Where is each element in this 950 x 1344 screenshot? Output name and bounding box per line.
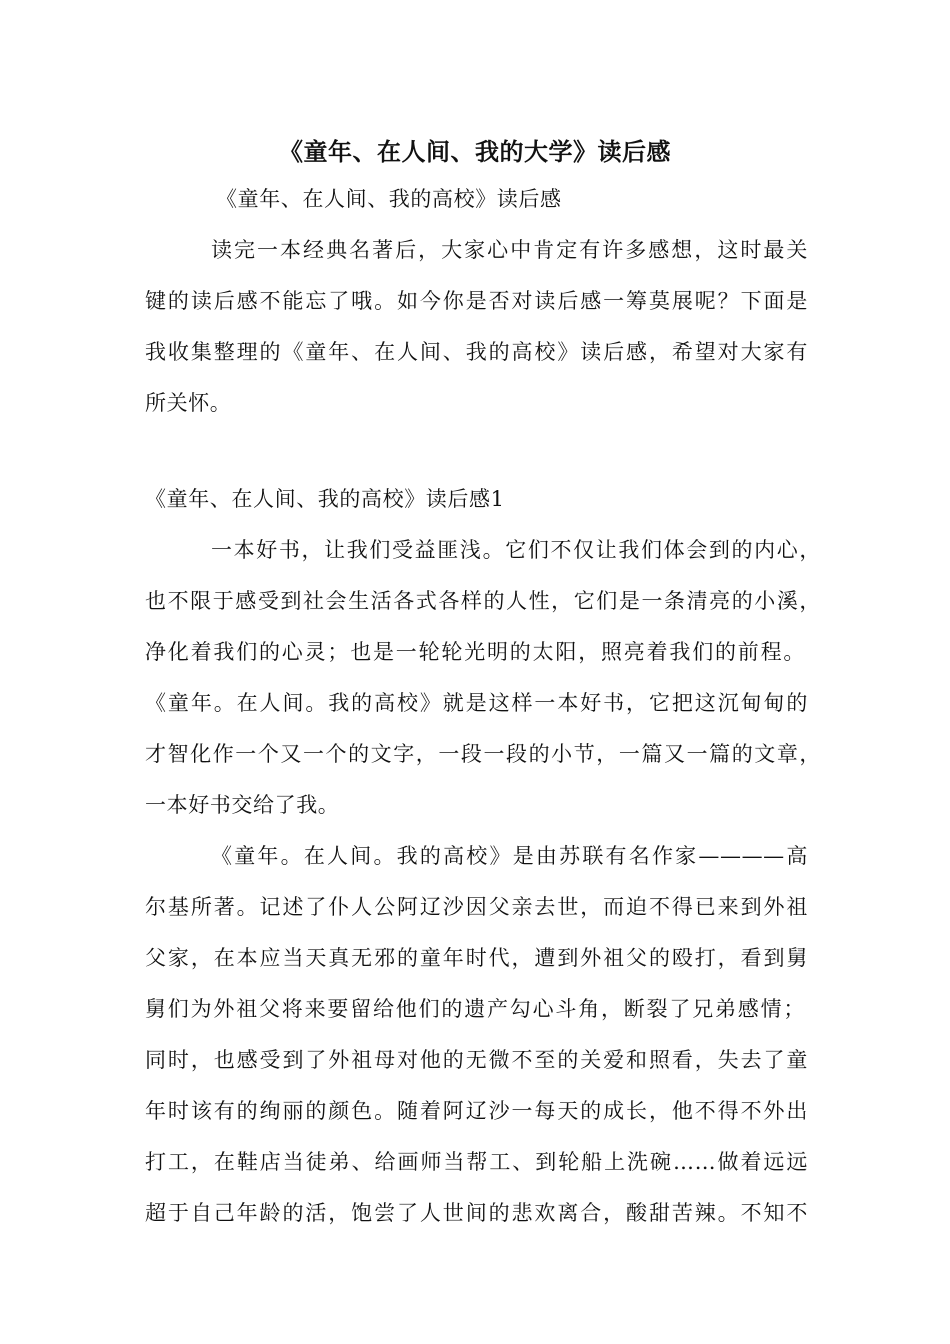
paragraph-line: 舅们为外祖父将来要留给他们的遗产勾心斗角，断裂了兄弟感情； [145,997,805,1021]
document-title: 《童年、在人间、我的大学》读后感 [279,137,671,166]
paragraph-line: 一本好书交给了我。 [145,793,340,817]
paragraph-line: 超于自己年龄的活，饱尝了人世间的悲欢离合，酸甜苦辣。不知不 [145,1201,808,1225]
subtitle-line: 《童年、在人间、我的高校》读后感 [216,187,562,211]
paragraph-line: 父家，在本应当天真无邪的童年时代，遭到外祖父的殴打，看到舅 [145,946,808,970]
paragraph-line: 才智化作一个又一个的文字，一段一段的小节，一篇又一篇的文章， [145,742,821,766]
paragraph-line: 我收集整理的《童年、在人间、我的高校》读后感，希望对大家有 [145,340,808,364]
paragraph-line: 键的读后感不能忘了哦。如今你是否对读后感一筹莫展呢？下面是 [145,289,808,313]
paragraph-line: 年时该有的绚丽的颜色。随着阿辽沙一每天的成长，他不得不外出 [145,1099,808,1123]
paragraph-line: 净化着我们的心灵；也是一轮轮光明的太阳，照亮着我们的前程。 [145,640,805,664]
paragraph-line: 打工，在鞋店当徒弟、给画师当帮工、到轮船上洗碗……做着远远 [145,1150,808,1174]
paragraph-line: 同时，也感受到了外祖母对他的无微不至的关爱和照看，失去了童 [145,1048,808,1072]
paragraph-line: 所关怀。 [145,391,232,415]
paragraph-line: 《童年。在人间。我的高校》是由苏联有名作家————高 [211,844,808,868]
section-heading: 《童年、在人间、我的高校》读后感1 [145,487,505,511]
paragraph-line: 一本好书，让我们受益匪浅。它们不仅让我们体会到的内心， [211,538,821,562]
paragraph-line: 《童年。在人间。我的高校》就是这样一本好书，它把这沉甸甸的 [145,691,808,715]
paragraph-line: 读完一本经典名著后，大家心中肯定有许多感想，这时最关 [211,238,808,262]
paragraph-line: 也不限于感受到社会生活各式各样的人性，它们是一条清亮的小溪， [145,589,821,613]
paragraph-line: 尔基所著。记述了仆人公阿辽沙因父亲去世，而迫不得已来到外祖 [145,895,808,919]
